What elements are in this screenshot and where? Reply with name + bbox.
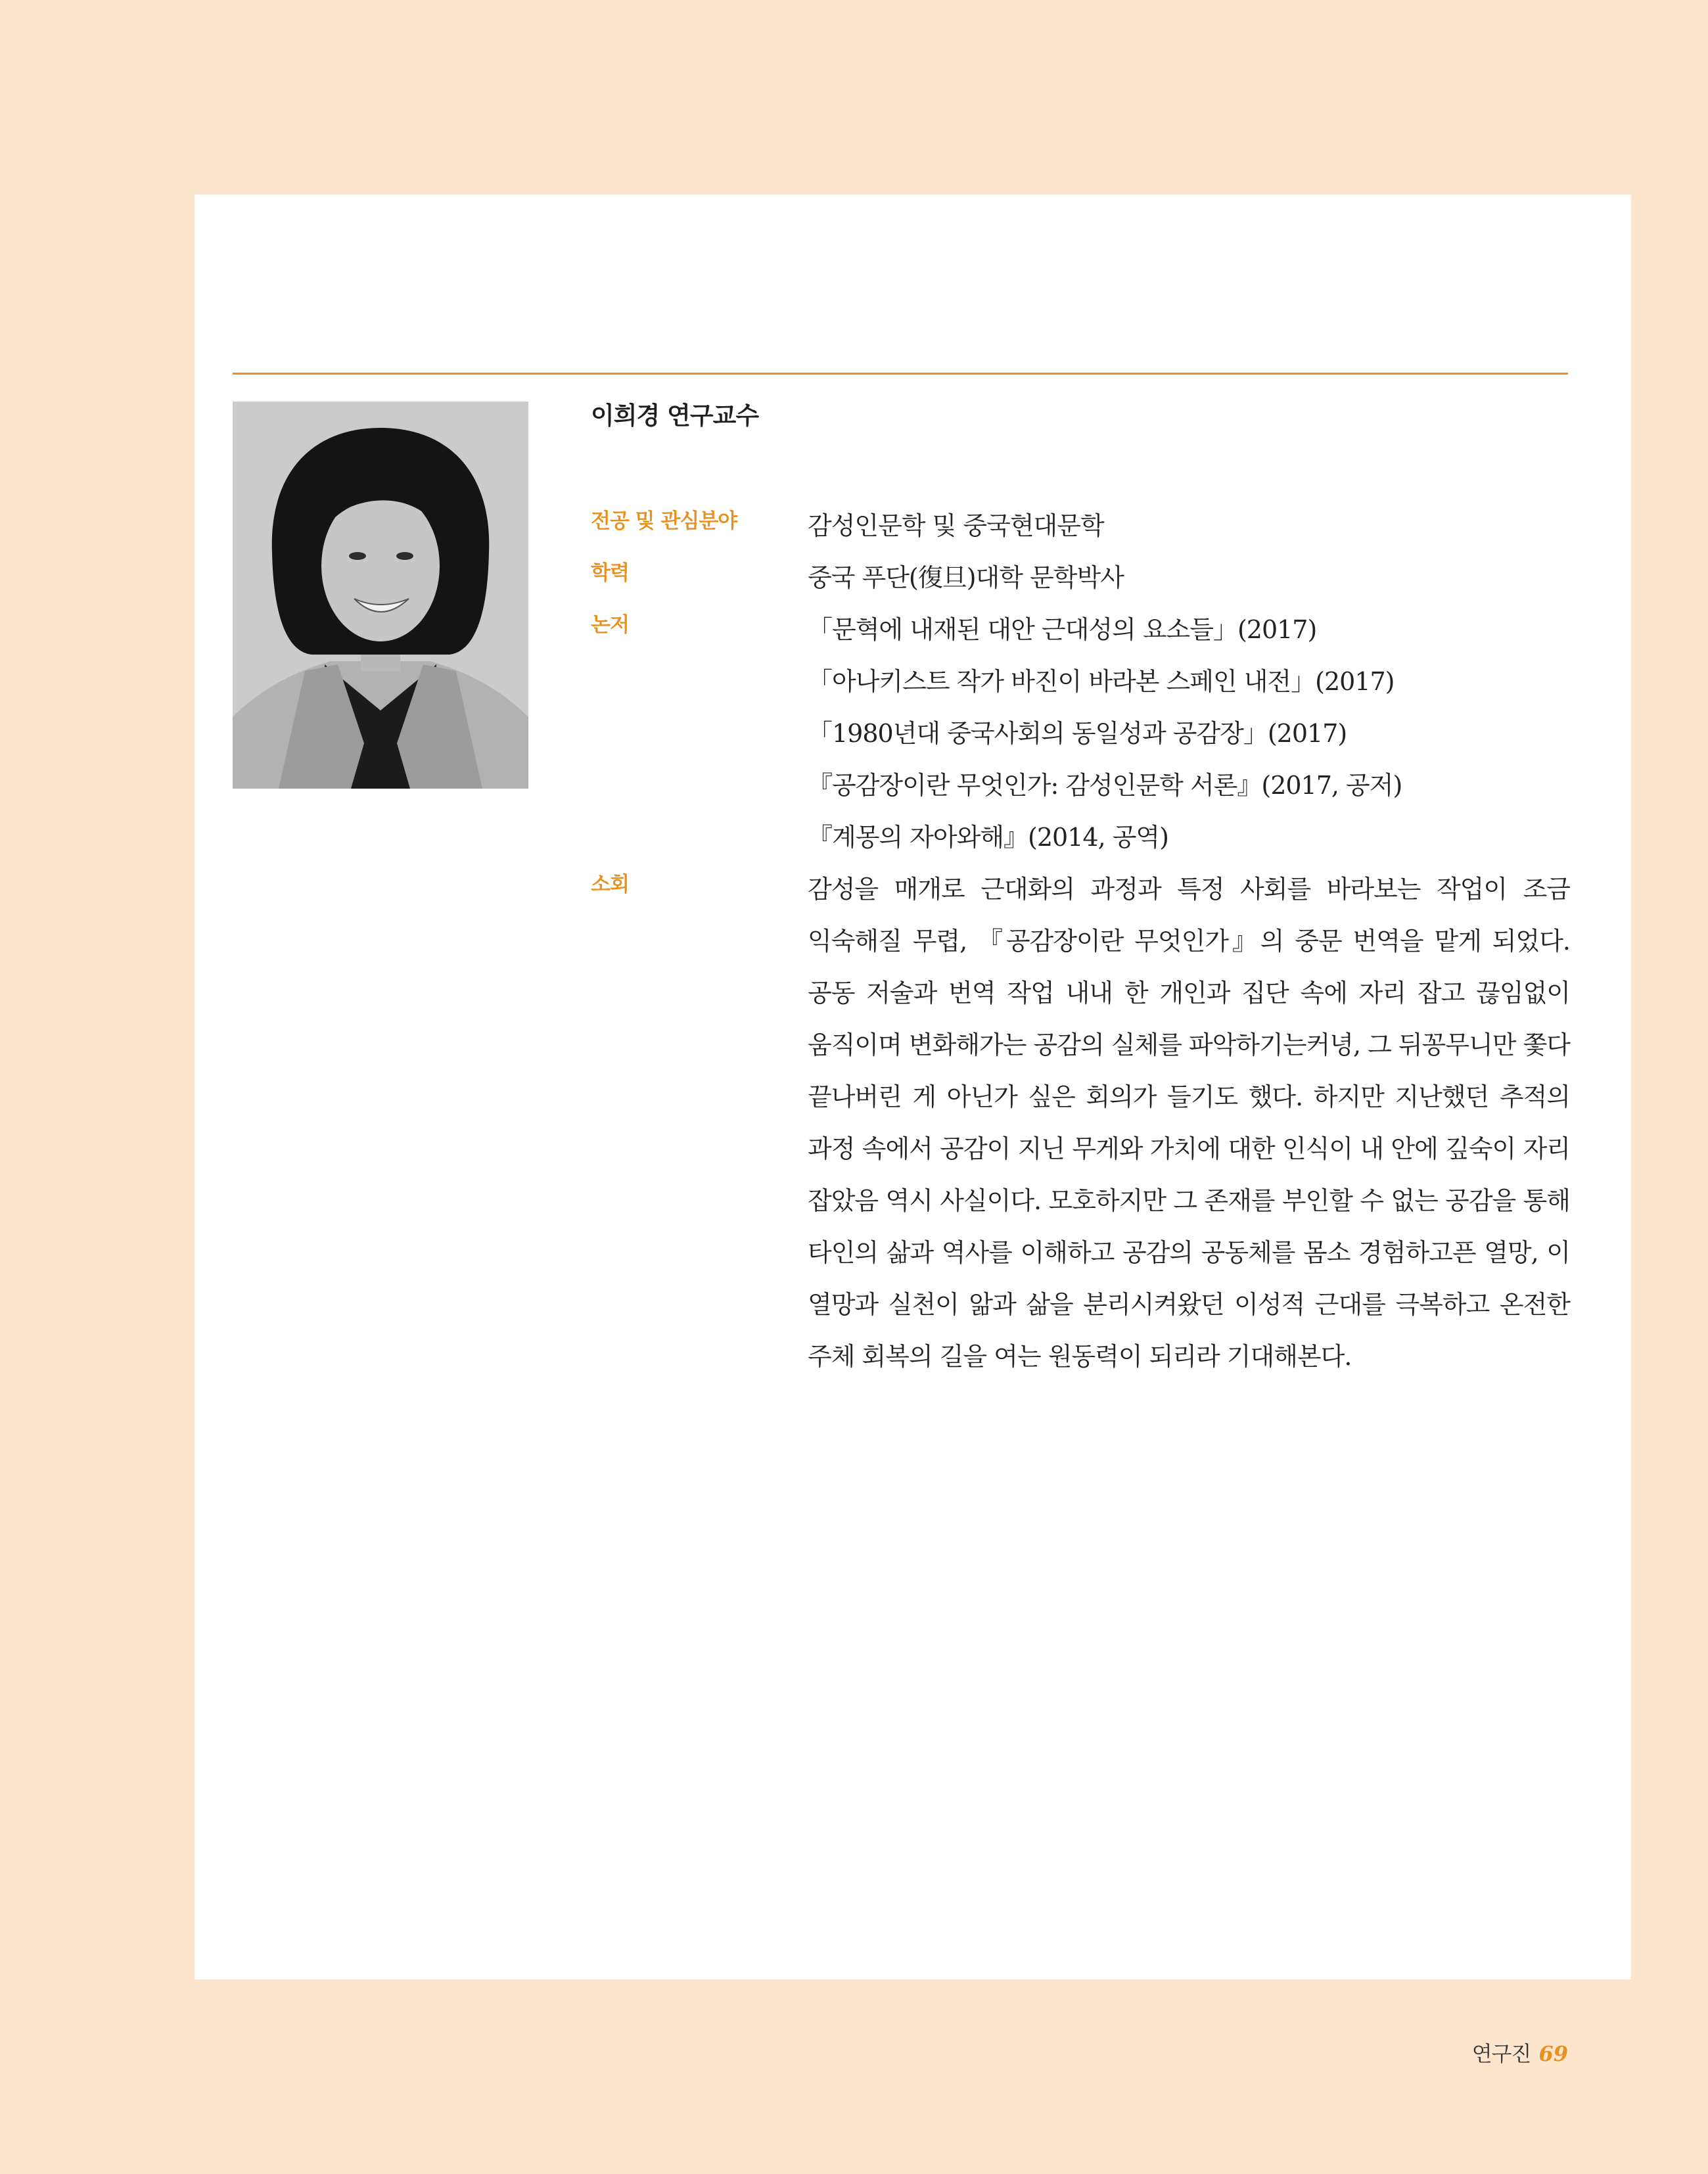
footer-section: 연구진 — [1471, 2041, 1531, 2066]
profile-card — [195, 195, 1631, 1979]
label-education: 학력 — [591, 561, 629, 585]
publication-item: 『계몽의 자아와해』(2014, 공역) — [808, 823, 1168, 852]
reflection-paragraph: 감성을 매개로 근대화의 과정과 특정 사회를 바라보는 작업이 조금 익숙해질 무렵, 『공감장이란 무엇인가』의 중문 번역을 맡게 되었다. 공동 저술과 번역 작업 내내 한 개인과 집단 속에 자리 잡고 끊임없이 움직이며 변화해가는 공감의 실체를 파악하기는커녕, 그 뒤꽁무니만 쫓다 끝나버린 게 아닌가 싶은 회의가 들기도 했다. 하지만 지난했던 추적의 과정 속에서 공감이 지닌 무게와 가치에 대한 인식이 내 안에 깊숙이 자리 잡았음 역시 사실이다. 모호하지만 그 존재를 부인할 수 없는 공감을 통해 타인의 삶과 역사를 이해하고 공감의 공동체를 몸소 경험하고픈 열망, 이 열망과 실천이 앎과 삶을 분리시켜왔던 이성적 근대를 극복하고 온전한 주체 회복의 길을 여는 원동력이 되리라 기대해본다. — [808, 875, 1570, 1371]
page-footer — [1472, 2037, 1568, 2068]
label-reflection: 소회 — [591, 873, 629, 896]
publication-item: 『공감장이란 무엇인가: 감성인문학 서론』(2017, 공저) — [808, 771, 1402, 800]
publication-item: 「아나키스트 작가 바진이 바라본 스페인 내전」(2017) — [808, 667, 1395, 696]
education-text: 중국 푸단(復旦)대학 문학박사 — [808, 563, 1124, 592]
publication-item: 「1980년대 중국사회의 동일성과 공감장」(2017) — [808, 719, 1347, 748]
value-major — [808, 500, 1570, 552]
label-major: 전공 및 관심분야 — [591, 509, 737, 533]
portrait-image — [233, 402, 528, 789]
value-education — [808, 552, 1570, 604]
page-number: 69 — [1538, 2041, 1568, 2066]
publication-item: 「문혁에 내재된 대안 근대성의 요소들」(2017) — [808, 615, 1317, 644]
portrait-photo — [233, 402, 528, 789]
major-text: 감성인문학 및 중국현대문학 — [808, 511, 1104, 540]
profile-name: 이희경 연구교수 — [591, 402, 759, 430]
divider-line — [233, 373, 1568, 375]
value-publications — [808, 604, 1570, 864]
label-publications: 논저 — [591, 613, 629, 637]
